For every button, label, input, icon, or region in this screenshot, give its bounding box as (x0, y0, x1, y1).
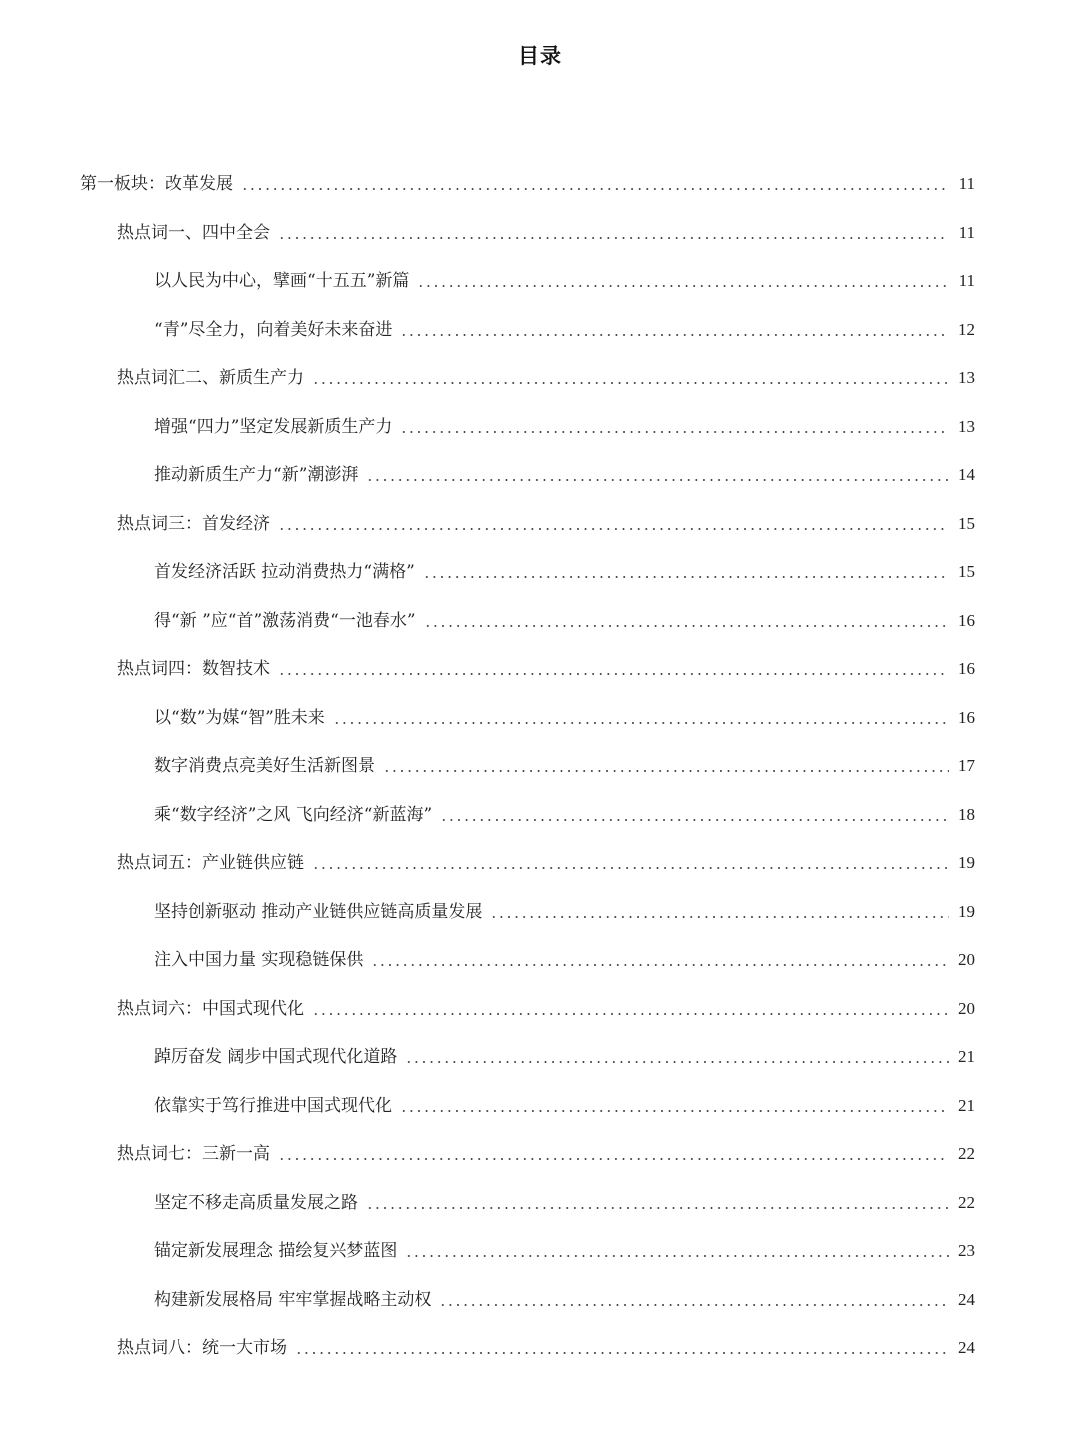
toc-entry[interactable] (154, 548, 975, 596)
toc-dot-leader (383, 770, 949, 772)
toc-entry[interactable] (154, 306, 975, 354)
toc-entry-title: 热点词六：中国式现代化 (117, 998, 304, 1019)
toc-page-number: 20 (958, 950, 975, 969)
toc-entry-title: 第一板块：改革发展 (80, 174, 233, 194)
toc-entry[interactable] (154, 936, 975, 984)
toc-page-number: 11 (958, 271, 975, 290)
toc-entry[interactable] (117, 839, 975, 887)
toc-entry-title: 热点词三：首发经济 (117, 513, 270, 534)
toc-entry[interactable] (154, 597, 975, 645)
toc-entry[interactable] (117, 500, 975, 548)
toc-page-number: 20 (958, 998, 975, 1018)
toc-entry-title: 热点词四：数智技术 (117, 659, 270, 679)
toc-page-number: 19 (958, 901, 975, 921)
toc-dot-leader (312, 382, 949, 384)
toc-page-number: 18 (958, 804, 975, 824)
toc-entry-title: 踔厉奋发 阔步中国式现代化道路 (154, 1047, 398, 1067)
toc-dot-leader (405, 1061, 949, 1063)
toc-page-number: 13 (958, 368, 975, 387)
toc-entry[interactable] (154, 1179, 975, 1227)
toc-dot-leader (366, 1207, 949, 1209)
toc-entry[interactable] (154, 451, 975, 499)
toc-entry[interactable] (80, 160, 975, 208)
toc-dot-leader (241, 188, 949, 190)
toc-dot-leader (295, 1352, 949, 1354)
toc-dot-leader (278, 1158, 949, 1160)
toc-dot-leader (278, 237, 949, 239)
toc-page-number: 21 (958, 1047, 975, 1066)
toc-entry-title: 坚持创新驱动 推动产业链供应链高质量发展 (154, 901, 483, 922)
toc-entry[interactable] (117, 1130, 975, 1178)
toc-dot-leader (439, 1304, 949, 1306)
toc-page-number: 17 (958, 756, 975, 775)
toc-page-number: 11 (958, 222, 975, 242)
toc-page-number: 22 (958, 1144, 975, 1163)
toc-page-number: 12 (958, 319, 975, 339)
toc-entry[interactable] (154, 403, 975, 451)
toc-entry-title: 乘“数字经济”之风 飞向经济“新蓝海” (154, 804, 433, 825)
toc-dot-leader (312, 867, 949, 869)
toc-entry-title: 热点词汇二、新质生产力 (117, 368, 304, 388)
toc-dot-leader (405, 1255, 949, 1257)
toc-entry-title: 坚定不移走高质量发展之路 (154, 1192, 358, 1213)
toc-entry-title: 构建新发展格局 牢牢掌握战略主动权 (154, 1289, 432, 1310)
toc-entry-title: 以人民为中心，擘画“十五五”新篇 (154, 271, 410, 291)
toc-page-number: 15 (958, 513, 975, 533)
toc-entry[interactable] (117, 645, 975, 693)
toc-entry-title: “青”尽全力，向着美好未来奋进 (154, 319, 393, 340)
toc-entry[interactable] (154, 1276, 975, 1324)
toc-entry-title: 得“新 ”应“首”激荡消费“一池春水” (154, 610, 416, 631)
toc-dot-leader (417, 285, 949, 287)
toc-entry[interactable] (154, 694, 975, 742)
toc-dot-leader (371, 964, 949, 966)
toc-dot-leader (423, 576, 949, 578)
toc-entry-title: 以“数”为媒“智”胜未来 (154, 707, 325, 728)
toc-entry[interactable] (154, 1227, 975, 1275)
toc-page-number: 16 (958, 610, 975, 630)
toc-entry[interactable] (117, 1324, 975, 1372)
toc-page-number: 22 (958, 1192, 975, 1212)
toc-dot-leader (333, 722, 949, 724)
toc-dot-leader (400, 334, 949, 336)
toc-entry-title: 推动新质生产力“新”潮澎湃 (154, 465, 359, 485)
toc-entry-title: 锚定新发展理念 描绘复兴梦蓝图 (154, 1241, 398, 1261)
toc-dot-leader (490, 916, 949, 918)
toc-page-number: 23 (958, 1241, 975, 1260)
toc-dot-leader (366, 479, 949, 481)
toc-page-number: 14 (958, 465, 975, 484)
toc-entry[interactable] (154, 1033, 975, 1081)
toc-entry-title: 依靠实于笃行推进中国式现代化 (154, 1095, 392, 1116)
toc-dot-leader (424, 625, 949, 627)
toc-entry-title: 热点词一、四中全会 (117, 222, 270, 243)
toc-entry-title: 注入中国力量 实现稳链保供 (154, 950, 364, 970)
toc-dot-leader (440, 819, 949, 821)
toc-page-number: 21 (958, 1095, 975, 1115)
toc-page-number: 11 (958, 174, 975, 193)
toc-dot-leader (278, 673, 949, 675)
toc-entry-title: 热点词五：产业链供应链 (117, 853, 304, 873)
toc-entry[interactable] (117, 985, 975, 1033)
toc-entry[interactable] (117, 209, 975, 257)
toc-dot-leader (278, 528, 949, 530)
toc-entry[interactable] (154, 257, 975, 305)
toc-entry[interactable] (117, 354, 975, 402)
toc-entry-title: 增强“四力”坚定发展新质生产力 (154, 416, 393, 437)
toc-page-number: 13 (958, 416, 975, 436)
toc-entry-title: 首发经济活跃 拉动消费热力“满格” (154, 562, 415, 582)
toc-entry-title: 热点词七：三新一高 (117, 1144, 270, 1164)
toc-entry[interactable] (154, 742, 975, 790)
toc-page-number: 15 (958, 562, 975, 581)
toc-page-number: 16 (958, 707, 975, 727)
toc-entry-title: 热点词八：统一大市场 (117, 1338, 287, 1358)
toc-title: 目录 (518, 43, 562, 68)
toc-dot-leader (400, 1110, 949, 1112)
toc-entry[interactable] (154, 888, 975, 936)
toc-entry-title: 数字消费点亮美好生活新图景 (154, 756, 375, 776)
toc-page-number: 16 (958, 659, 975, 678)
toc-dot-leader (312, 1013, 949, 1015)
toc-page-number: 19 (958, 853, 975, 872)
toc-dot-leader (400, 431, 949, 433)
toc-entry[interactable] (154, 1082, 975, 1130)
toc-page-number: 24 (958, 1338, 975, 1357)
toc-entry[interactable] (154, 791, 975, 839)
toc-page-number: 24 (958, 1289, 975, 1309)
